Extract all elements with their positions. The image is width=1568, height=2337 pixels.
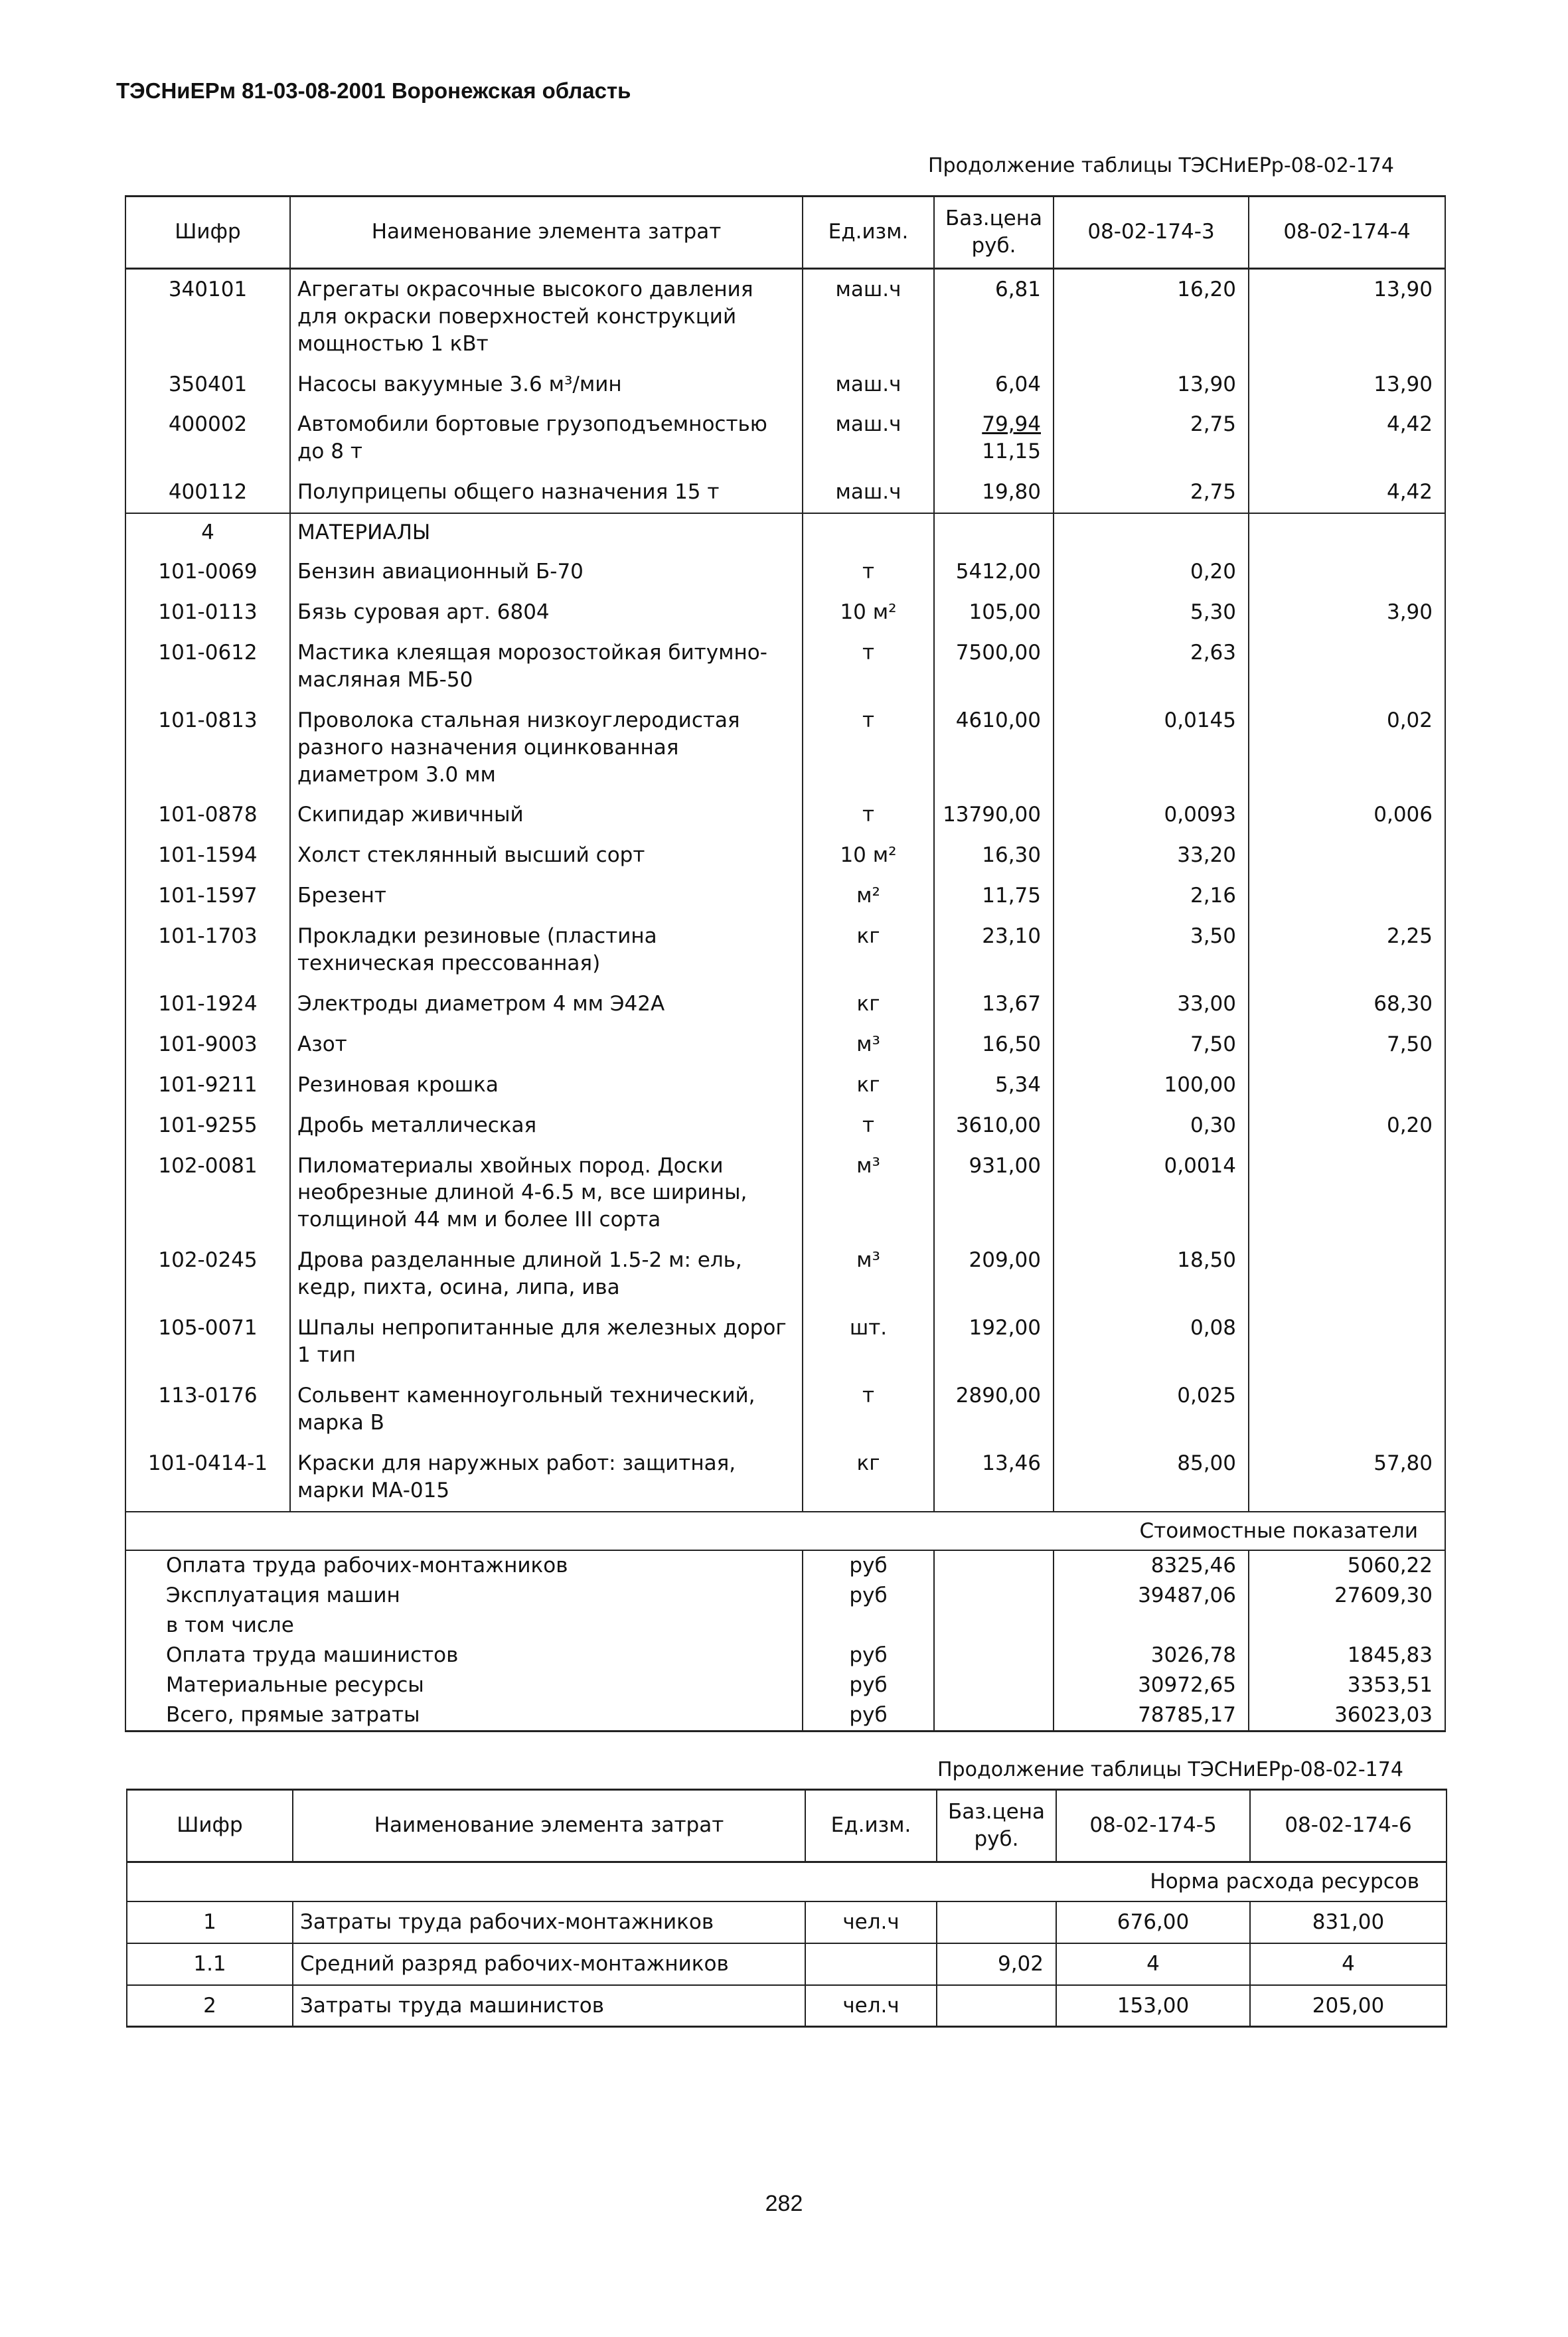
resource-price: 19,80 [934,472,1054,513]
norm-value-a: 5,30 [1054,592,1249,633]
resource-unit [805,1943,937,1985]
resource-unit: м³ [803,1240,934,1308]
table-row [125,835,1445,876]
norm-value-a: 2,75 [1054,404,1249,472]
resource-name: Автомобили бортовые грузоподъемностью до 8 т [290,404,803,472]
norm-band-label: Норма расхода ресурсов [127,1862,1447,1901]
summary-value-a: 30972,65 [1054,1670,1249,1700]
norm-value-a: 0,0014 [1054,1146,1249,1241]
resource-unit: т [803,552,934,592]
resource-name: Прокладки резиновые (пластина техническая прессованная) [290,916,803,984]
norm-value-a: 2,63 [1054,633,1249,700]
summary-value-a: 39487,06 [1054,1581,1249,1611]
cost-band-row [125,1512,1445,1551]
resource-name: Шпалы непропитанные для железных дорог 1 тип [290,1308,803,1376]
cost-band-label: Стоимостные показатели [125,1512,1445,1551]
norm-value-b: 7,50 [1249,1024,1445,1065]
norm-value-b: 2,25 [1249,916,1445,984]
norm-value-b: 831,00 [1250,1901,1447,1943]
resource-price: 5,34 [934,1065,1054,1105]
resource-name: Электроды диаметром 4 мм Э42А [290,984,803,1024]
summary-row [125,1700,1445,1731]
norm-value-a: 153,00 [1056,1985,1250,2027]
resource-name: Азот [290,1024,803,1065]
table-row [125,916,1445,984]
col-header-code: Шифр [125,197,290,269]
summary-label: в том числе [125,1611,803,1641]
resource-code: 101-0414-1 [125,1443,290,1512]
resource-code: 101-0069 [125,552,290,592]
norm-value-a: 0,20 [1054,552,1249,592]
resource-code: 101-0878 [125,795,290,835]
col-header-price: Баз.цена руб. [934,197,1054,269]
norm-value-a: 0,0093 [1054,795,1249,835]
resource-price: 9,02 [937,1943,1056,1985]
empty-cell [934,1611,1054,1641]
resource-code: 340101 [125,268,290,364]
resource-code: 101-0813 [125,700,290,795]
resource-price: 931,00 [934,1146,1054,1241]
resource-code: 400112 [125,472,290,513]
empty-cell [934,1550,1054,1581]
norm-value-b [1249,876,1445,916]
norm-value-a: 33,00 [1054,984,1249,1024]
resource-unit: шт. [803,1308,934,1376]
resource-price [937,1901,1056,1943]
resource-name: Полуприцепы общего назначения 15 т [290,472,803,513]
norm-value-b [1249,1308,1445,1376]
norm-value-b: 13,90 [1249,364,1445,405]
empty-cell [934,513,1054,552]
document-header: ТЭСНиЕРм 81-03-08-2001 Воронежская область [116,78,631,103]
table-row [125,1240,1445,1308]
resource-name: Холст стеклянный высший сорт [290,835,803,876]
empty-cell [1054,513,1249,552]
resource-price: 6,81 [934,268,1054,364]
resource-code: 101-0612 [125,633,290,700]
summary-row [125,1641,1445,1670]
resource-price: 5412,00 [934,552,1054,592]
resource-unit: кг [803,916,934,984]
summary-unit: руб [803,1550,934,1581]
norm-value-a: 3,50 [1054,916,1249,984]
col-header-name: Наименование элемента затрат [293,1790,805,1862]
norm-value-b: 68,30 [1249,984,1445,1024]
table1-header-row [125,197,1445,269]
resource-unit: м³ [803,1146,934,1241]
summary-value-b: 27609,30 [1249,1581,1445,1611]
summary-label: Материальные ресурсы [125,1670,803,1700]
price-value-second: 11,15 [982,440,1041,464]
summary-label: Всего, прямые затраты [125,1700,803,1731]
norm-value-a: 18,50 [1054,1240,1249,1308]
summary-row [125,1670,1445,1700]
resource-name: Агрегаты окрасочные высокого давления для окраски поверхностей конструкций мощностью 1 кВт [290,268,803,364]
resource-code: 113-0176 [125,1376,290,1443]
table-row [125,1376,1445,1443]
resource-name: Бязь суровая арт. 6804 [290,592,803,633]
empty-cell [934,1641,1054,1670]
resource-unit: маш.ч [803,472,934,513]
resource-code: 102-0245 [125,1240,290,1308]
col-header-norm-a: 08-02-174-3 [1054,197,1249,269]
resource-code: 105-0071 [125,1308,290,1376]
table-row [125,268,1445,364]
table-row [125,984,1445,1024]
resource-code: 400002 [125,404,290,472]
norm-value-b [1249,552,1445,592]
resource-unit: кг [803,1065,934,1105]
norm-value-b: 205,00 [1250,1985,1447,2027]
table-row [125,876,1445,916]
col-header-norm-a: 08-02-174-5 [1056,1790,1250,1862]
norm-value-b: 4,42 [1249,472,1445,513]
section-code: 4 [125,513,290,552]
summary-row [125,1581,1445,1611]
norm-value-a: 676,00 [1056,1901,1250,1943]
resource-price: 3610,00 [934,1105,1054,1146]
col-header-code: Шифр [127,1790,293,1862]
resource-unit: т [803,1105,934,1146]
summary-value-b: 3353,51 [1249,1670,1445,1700]
resource-price [934,404,1054,472]
resource-code: 1 [127,1901,293,1943]
resource-name: Скипидар живичный [290,795,803,835]
resource-code: 101-9003 [125,1024,290,1065]
resource-code: 101-1703 [125,916,290,984]
resource-table-2 [126,1789,1447,2028]
resource-name: Краски для наружных работ: защитная, марки МА-015 [290,1443,803,1512]
resource-unit: т [803,1376,934,1443]
norm-value-a: 16,20 [1054,268,1249,364]
resource-price: 6,04 [934,364,1054,405]
col-header-price: Баз.цена руб. [937,1790,1056,1862]
summary-unit: руб [803,1700,934,1731]
resource-unit: т [803,633,934,700]
resource-code: 1.1 [127,1943,293,1985]
resource-name: Сольвент каменноугольный технический, марка В [290,1376,803,1443]
resource-price: 23,10 [934,916,1054,984]
norm-value-b [1249,1065,1445,1105]
norm-value-a: 0,0145 [1054,700,1249,795]
table-row [127,1943,1447,1985]
resource-unit: кг [803,1443,934,1512]
resource-name: Проволока стальная низкоуглеродистая разного назначения оцинкованная диаметром 3.0 мм [290,700,803,795]
resource-price: 11,75 [934,876,1054,916]
norm-value-a: 85,00 [1054,1443,1249,1512]
norm-value-b: 4,42 [1249,404,1445,472]
empty-cell [1249,513,1445,552]
norm-value-b [1249,633,1445,700]
col-header-unit: Ед.изм. [805,1790,937,1862]
summary-value-a: 78785,17 [1054,1700,1249,1731]
resource-price: 4610,00 [934,700,1054,795]
resource-unit: м² [803,876,934,916]
resource-price: 16,50 [934,1024,1054,1065]
summary-label: Оплата труда рабочих-монтажников [125,1550,803,1581]
col-header-name: Наименование элемента затрат [290,197,803,269]
resource-unit: т [803,700,934,795]
summary-label: Эксплуатация машин [125,1581,803,1611]
resource-price: 105,00 [934,592,1054,633]
resource-name: Пиломатериалы хвойных пород. Доски необрезные длиной 4-6.5 м, все ширины, толщиной 44 мм и более III сорта [290,1146,803,1241]
resource-name: Насосы вакуумные 3.6 м³/мин [290,364,803,405]
table-row [125,1146,1445,1241]
norm-value-b: 0,20 [1249,1105,1445,1146]
table-row [125,633,1445,700]
table1-body [125,268,1445,1731]
summary-value-b: 1845,83 [1249,1641,1445,1670]
resource-name: Резиновая крошка [290,1065,803,1105]
table-row [125,552,1445,592]
col-header-norm-b: 08-02-174-6 [1250,1790,1447,1862]
summary-value-b [1249,1611,1445,1641]
norm-value-a: 7,50 [1054,1024,1249,1065]
empty-cell [934,1700,1054,1731]
table-row [125,700,1445,795]
price-value: 79,94 [982,412,1041,437]
resource-name: Затраты труда рабочих-монтажников [293,1901,805,1943]
resource-name: Мастика клеящая морозостойкая битумно-масляная МБ-50 [290,633,803,700]
norm-value-b: 57,80 [1249,1443,1445,1512]
norm-value-a: 100,00 [1054,1065,1249,1105]
col-header-unit: Ед.изм. [803,197,934,269]
resource-code: 101-1924 [125,984,290,1024]
resource-unit: чел.ч [805,1901,937,1943]
summary-value-b: 5060,22 [1249,1550,1445,1581]
resource-unit: маш.ч [803,364,934,405]
norm-value-a: 0,30 [1054,1105,1249,1146]
table-row [125,404,1445,472]
summary-unit: руб [803,1670,934,1700]
resource-price: 16,30 [934,835,1054,876]
table-row [125,1105,1445,1146]
table-row [125,795,1445,835]
summary-value-b: 36023,03 [1249,1700,1445,1731]
norm-value-b: 0,02 [1249,700,1445,795]
section-row [125,513,1445,552]
resource-unit: 10 м² [803,835,934,876]
norm-value-a: 4 [1056,1943,1250,1985]
norm-value-b: 4 [1250,1943,1447,1985]
norm-value-b: 0,006 [1249,795,1445,835]
resource-price: 192,00 [934,1308,1054,1376]
norm-value-b [1249,1240,1445,1308]
resource-price: 209,00 [934,1240,1054,1308]
resource-name: Средний разряд рабочих-монтажников [293,1943,805,1985]
table1-caption: Продолжение таблицы ТЭСНиЕРр-08-02-174 [928,154,1394,177]
norm-value-a: 2,75 [1054,472,1249,513]
resource-price: 13790,00 [934,795,1054,835]
summary-value-a: 3026,78 [1054,1641,1249,1670]
table-row [125,364,1445,405]
norm-value-a: 33,20 [1054,835,1249,876]
resource-code: 101-0113 [125,592,290,633]
col-header-norm-b: 08-02-174-4 [1249,197,1445,269]
resource-price: 2890,00 [934,1376,1054,1443]
summary-row [125,1611,1445,1641]
norm-value-b: 13,90 [1249,268,1445,364]
resource-code: 102-0081 [125,1146,290,1241]
summary-value-a [1054,1611,1249,1641]
summary-unit: руб [803,1581,934,1611]
table-row [125,1024,1445,1065]
resource-code: 101-1594 [125,835,290,876]
resource-code: 101-9211 [125,1065,290,1105]
table-row [125,592,1445,633]
resource-price: 13,67 [934,984,1054,1024]
table-row [125,1308,1445,1376]
resource-unit: маш.ч [803,268,934,364]
table-row [125,1065,1445,1105]
table-row [125,1443,1445,1512]
resource-unit: 10 м² [803,592,934,633]
empty-cell [803,513,934,552]
norm-band-row [127,1862,1447,1901]
summary-unit [803,1611,934,1641]
norm-value-b [1249,1376,1445,1443]
resource-unit: чел.ч [805,1985,937,2027]
resource-unit: м³ [803,1024,934,1065]
resource-table-1 [125,195,1446,1732]
norm-value-b [1249,1146,1445,1241]
summary-unit: руб [803,1641,934,1670]
summary-value-a: 8325,46 [1054,1550,1249,1581]
resource-name: Брезент [290,876,803,916]
resource-price [937,1985,1056,2027]
norm-value-a: 13,90 [1054,364,1249,405]
resource-unit: т [803,795,934,835]
empty-cell [934,1670,1054,1700]
resource-name: Дробь металлическая [290,1105,803,1146]
summary-row [125,1550,1445,1581]
resource-price: 7500,00 [934,633,1054,700]
norm-value-b [1249,835,1445,876]
resource-name: Затраты труда машинистов [293,1985,805,2027]
resource-price: 13,46 [934,1443,1054,1512]
table2-caption: Продолжение таблицы ТЭСНиЕРр-08-02-174 [937,1758,1403,1781]
resource-name: Бензин авиационный Б-70 [290,552,803,592]
norm-value-a: 0,08 [1054,1308,1249,1376]
page-number: 282 [765,2191,803,2216]
resource-code: 101-9255 [125,1105,290,1146]
resource-name: Дрова разделанные длиной 1.5-2 м: ель, кедр, пихта, осина, липа, ива [290,1240,803,1308]
section-title: МАТЕРИАЛЫ [290,513,803,552]
resource-code: 101-1597 [125,876,290,916]
norm-value-a: 2,16 [1054,876,1249,916]
table-row [125,472,1445,513]
table2-body [127,1862,1447,2027]
norm-value-b: 3,90 [1249,592,1445,633]
norm-value-a: 0,025 [1054,1376,1249,1443]
table-row [127,1985,1447,2027]
resource-code: 2 [127,1985,293,2027]
resource-unit: кг [803,984,934,1024]
resource-code: 350401 [125,364,290,405]
table2-header-row [127,1790,1447,1862]
table-row [127,1901,1447,1943]
resource-unit: маш.ч [803,404,934,472]
summary-label: Оплата труда машинистов [125,1641,803,1670]
empty-cell [934,1581,1054,1611]
